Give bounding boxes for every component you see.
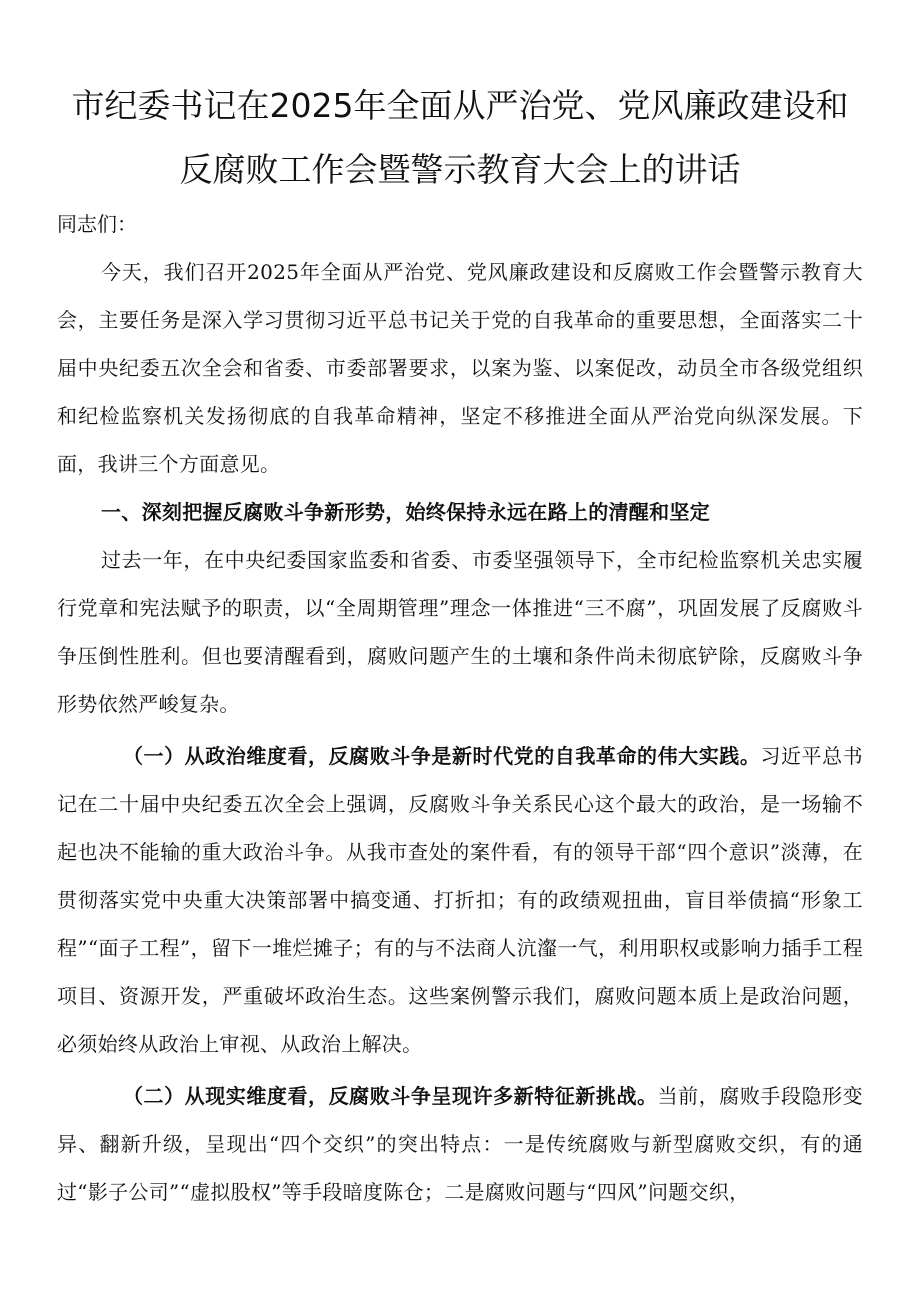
section-1-paragraph: 过去一年，在中央纪委国家监委和省委、市委坚强领导下，全市纪检监察机关忠实履行党章和宪法赋予的职责，以“全周期管理”理念一体推进“三不腐”，巩固发展了反腐败斗争压倒性胜利。但也要清醒看到，腐败问题产生的土壤和条件尚未彻底铲除，反腐败斗争形势依然严峻复杂。 (57, 548, 863, 716)
subsection-1-body: 习近平总书记在二十届中央纪委五次全会上强调，反腐败斗争关系民心这个最大的政治，是一场输不起也决不能输的重大政治斗争。从我市查处的案件看，有的领导干部“四个意识”淡薄，在贯彻落实党中央重大决策部署中搞变通、打折扣；有的政绩观扭曲，盲目举债搞“形象工程”“面子工程”，留下一堆烂摊子；有的与不法商人沆瀣一气，利用职权或影响力插手工程项目、资源开发，严重破坏政治生态。这些案例警示我们，腐败问题本质上是政治问题，必须始终从政治上审视、从政治上解决。 (57, 744, 863, 1056)
intro-paragraph: 今天，我们召开2025年全面从严治党、党风廉政建设和反腐败工作会暨警示教育大会，主要任务是深入学习贯彻习近平总书记关于党的自我革命的重要思想，全面落实二十届中央纪委五次全会和省委、市委部署要求，以案为鉴、以案促改，动员全市各级党组织和纪检监察机关发扬彻底的自我革命精神，坚定不移推进全面从严治党向纵深发展。下面，我讲三个方面意见。 (57, 260, 863, 476)
subsection-2-body: 当前，腐败手段隐形变异、翻新升级，呈现出“四个交织”的突出特点：一是传统腐败与新型腐败交织，有的通过“影子公司”“虚拟股权”等手段暗度陈仓；二是腐败问题与“四风”问题交织， (57, 1084, 863, 1204)
subsection-2-heading: （二）从现实维度看，反腐败斗争呈现许多新特征新挑战。 (123, 1084, 658, 1108)
subsection-1-paragraph (57, 732, 863, 1068)
subsection-1-heading: （一）从政治维度看，反腐败斗争是新时代党的自我革命的伟大实践。 (123, 744, 761, 768)
title-line-2: 反腐败工作会暨警示教育大会上的讲话 (179, 150, 741, 189)
section-1-heading: 一、深刻把握反腐败斗争新形势，始终保持永远在路上的清醒和坚定 (101, 500, 710, 524)
document-title (57, 74, 863, 202)
title-line-1: 市纪委书记在2025年全面从严治党、党风廉政建设和 (71, 86, 849, 125)
document-body (57, 248, 863, 1216)
subsection-2-paragraph (57, 1072, 863, 1216)
salutation: 同志们： (57, 212, 137, 236)
